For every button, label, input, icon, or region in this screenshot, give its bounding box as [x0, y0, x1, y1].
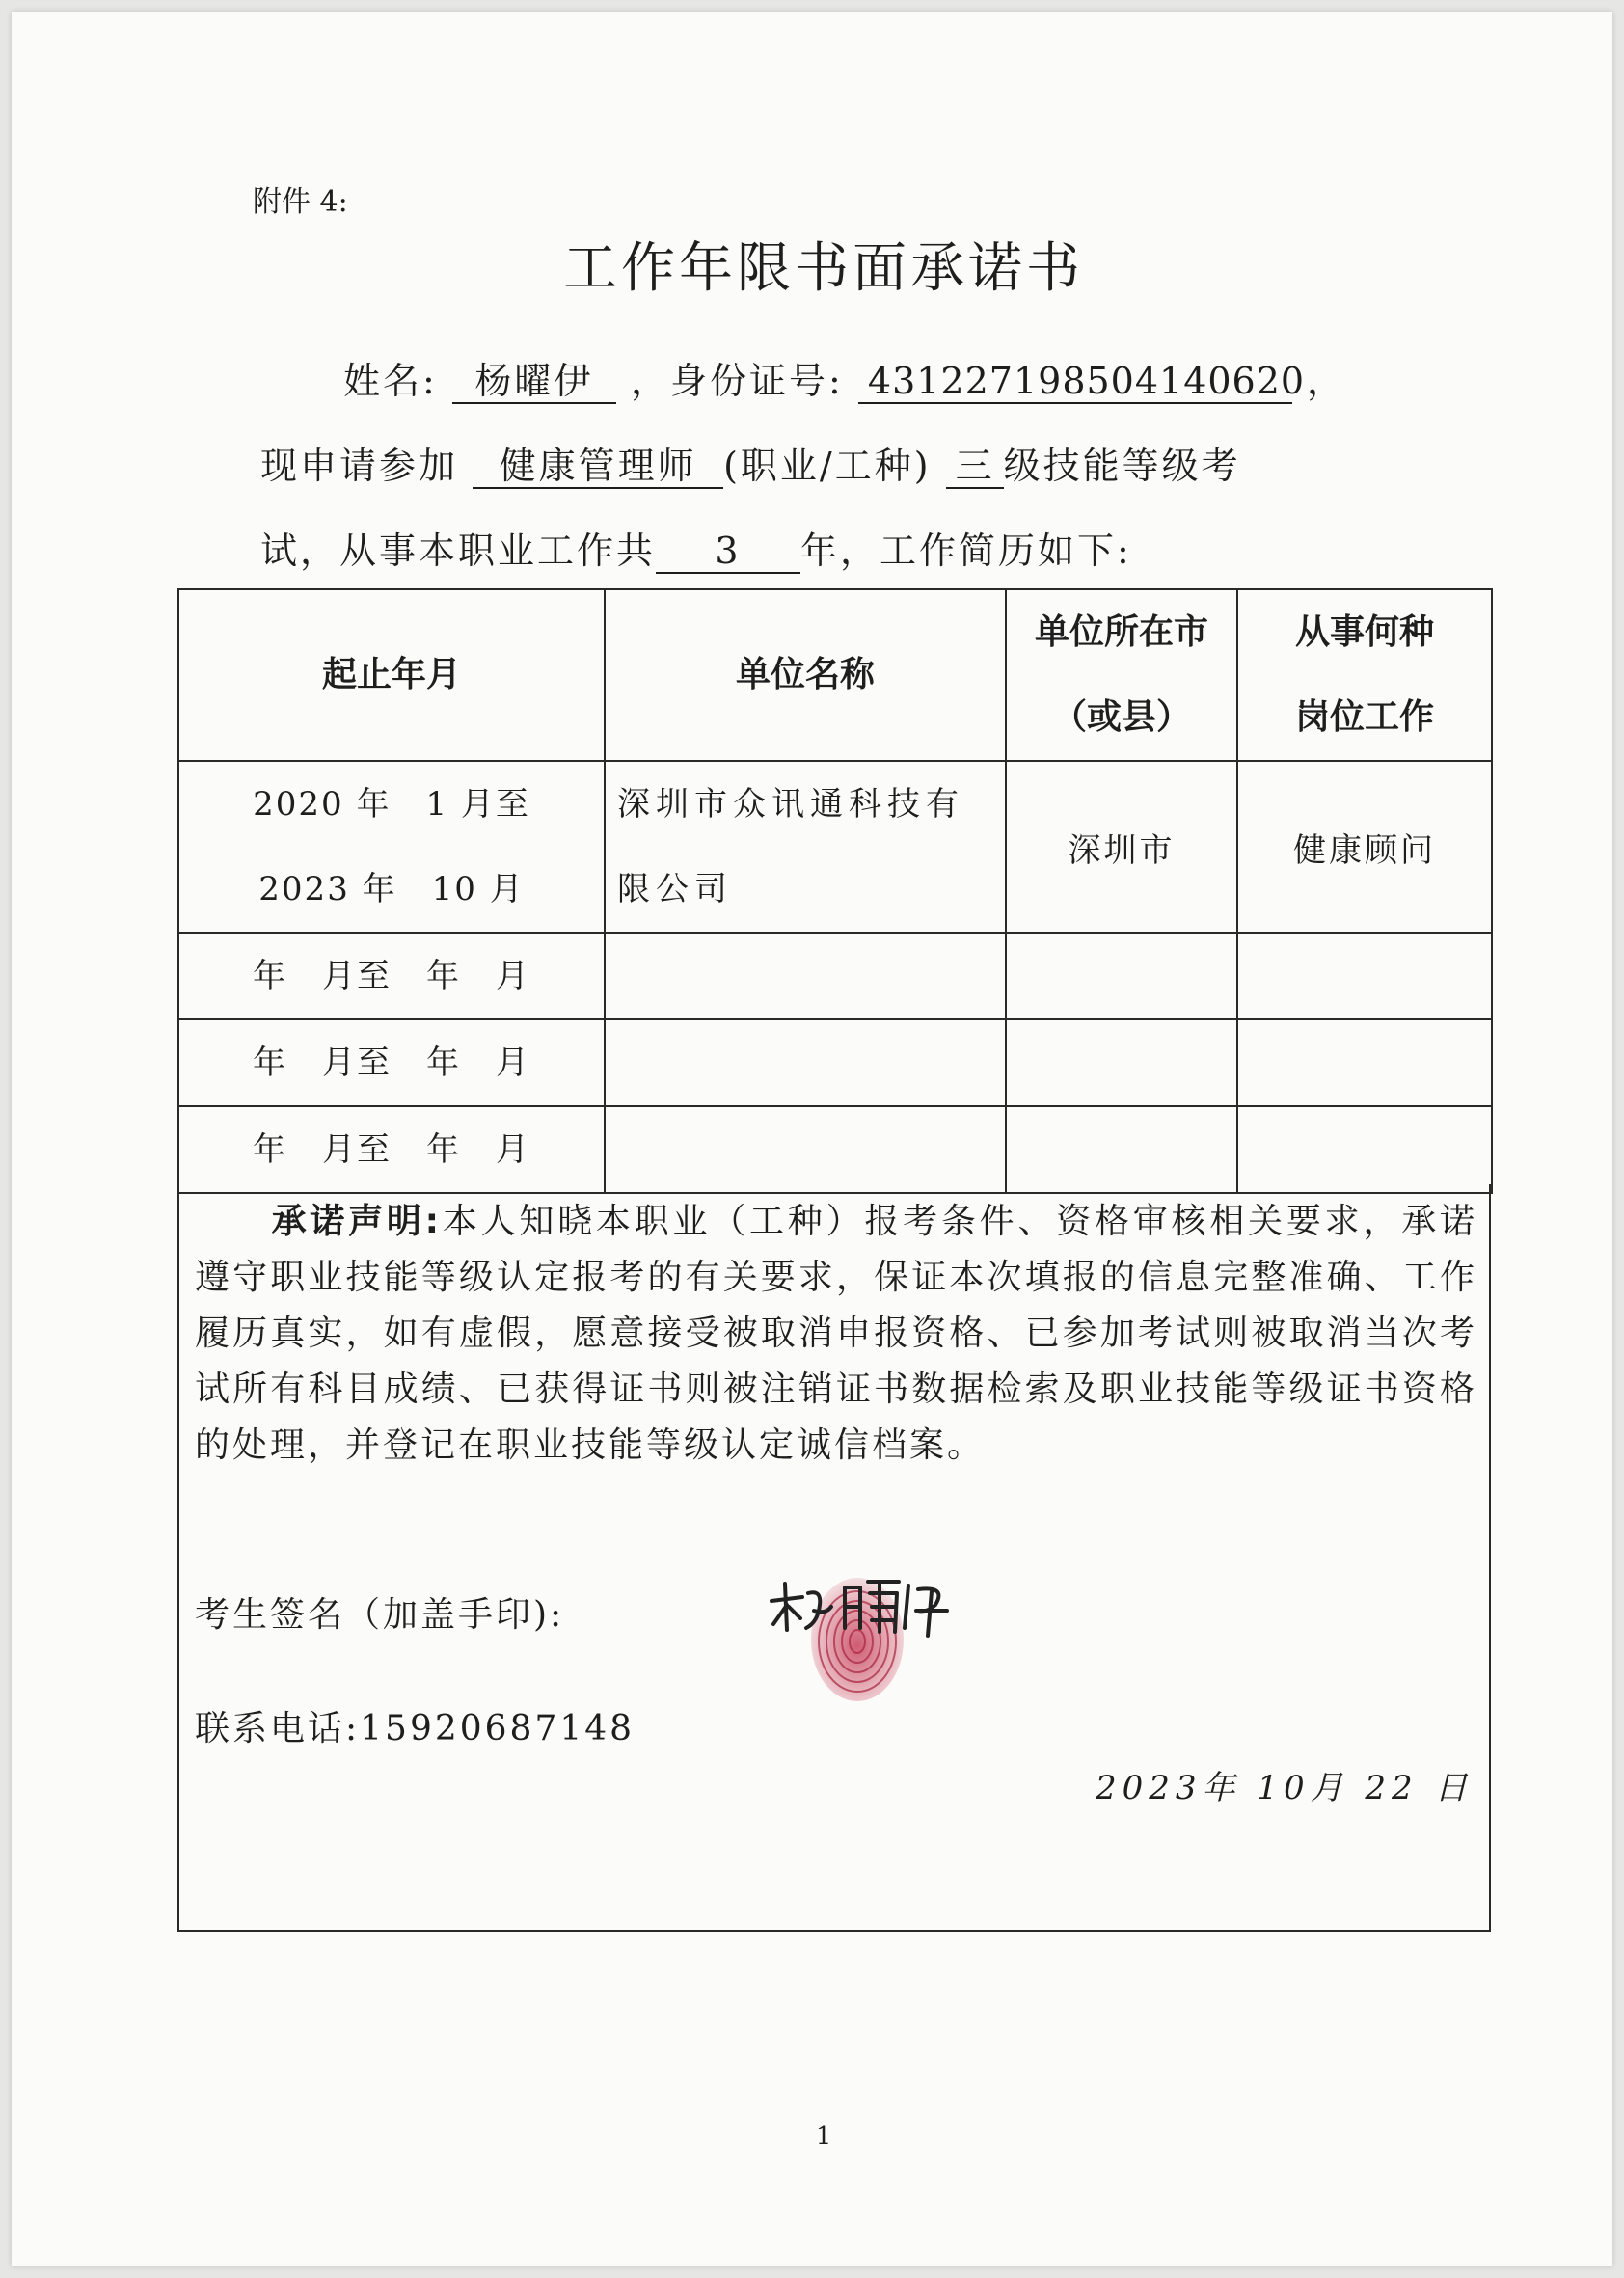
handwritten-signature-icon [764, 1572, 957, 1649]
period-cell: 年 月至 年 月 [178, 1019, 605, 1106]
period-cell: 年 月至 年 月 [178, 933, 605, 1019]
period-cell: 2020 年 1 月至 2023 年 10 月 [178, 761, 605, 933]
pledge-heading: 承诺声明: [271, 1202, 443, 1241]
pledge-section [177, 1184, 1491, 1932]
header-unit: 单位名称 [605, 589, 1006, 761]
table-row [178, 761, 1492, 933]
attachment-label: 附件 4: [253, 185, 348, 219]
phone-line: 联系电话:15920687148 [195, 1709, 636, 1749]
table-header-row [178, 589, 1492, 761]
level-field: 三 [946, 447, 1004, 489]
document-page [12, 12, 1612, 2266]
table-row [178, 933, 1492, 1019]
header-post: 从事何种 岗位工作 [1237, 589, 1492, 761]
pledge-text [195, 1194, 1477, 1474]
years-line: 试，从事本职业工作共 3 年，工作简历如下: [260, 529, 1132, 572]
table-row [178, 1019, 1492, 1106]
header-period: 起止年月 [178, 589, 605, 761]
pledge-body: 本人知晓本职业（工种）报考条件、资格审核相关要求，承诺遵守职业技能等级认定报考的有关要求，保证本次填报的信息完整准确、工作履历真实，如有虚假，愿意接受被取消申报资格、已参加考试则被取消当次考试所有科目成绩、已获得证书则被注销证书数据检索及职业技能等级证书资格的处理，并登记在职业技能等级认定诚信档案。 [195, 1202, 1477, 1465]
post-cell: 健康顾问 [1237, 761, 1492, 933]
page-number: 1 [815, 2122, 832, 2151]
signed-date: 2023年 10月 22 日 [1096, 1769, 1474, 1807]
apply-line: 现申请参加 健康管理师 (职业/工种) 三 级技能等级考 [260, 445, 1241, 487]
signature-image [764, 1572, 957, 1653]
work-history-table [177, 588, 1493, 1194]
name-field: 杨曜伊 [452, 362, 616, 404]
signature-label: 考生签名（加盖手印): [195, 1595, 565, 1635]
id-number-field: 431227198504140620 [858, 362, 1292, 404]
period-cell: 年 月至 年 月 [178, 1106, 605, 1193]
unit-cell: 深圳市众讯通科技有 限公司 [605, 761, 1006, 933]
page-title: 工作年限书面承诺书 [563, 237, 1084, 300]
city-cell: 深圳市 [1006, 761, 1237, 933]
years-field: 3 [656, 531, 800, 574]
header-city: 单位所在市 （或县） [1006, 589, 1237, 761]
name-line: 姓名: 杨曜伊 ，身份证号: 431227198504140620 ， [343, 360, 1347, 402]
table-row [178, 1106, 1492, 1193]
occupation-field: 健康管理师 [473, 447, 723, 489]
